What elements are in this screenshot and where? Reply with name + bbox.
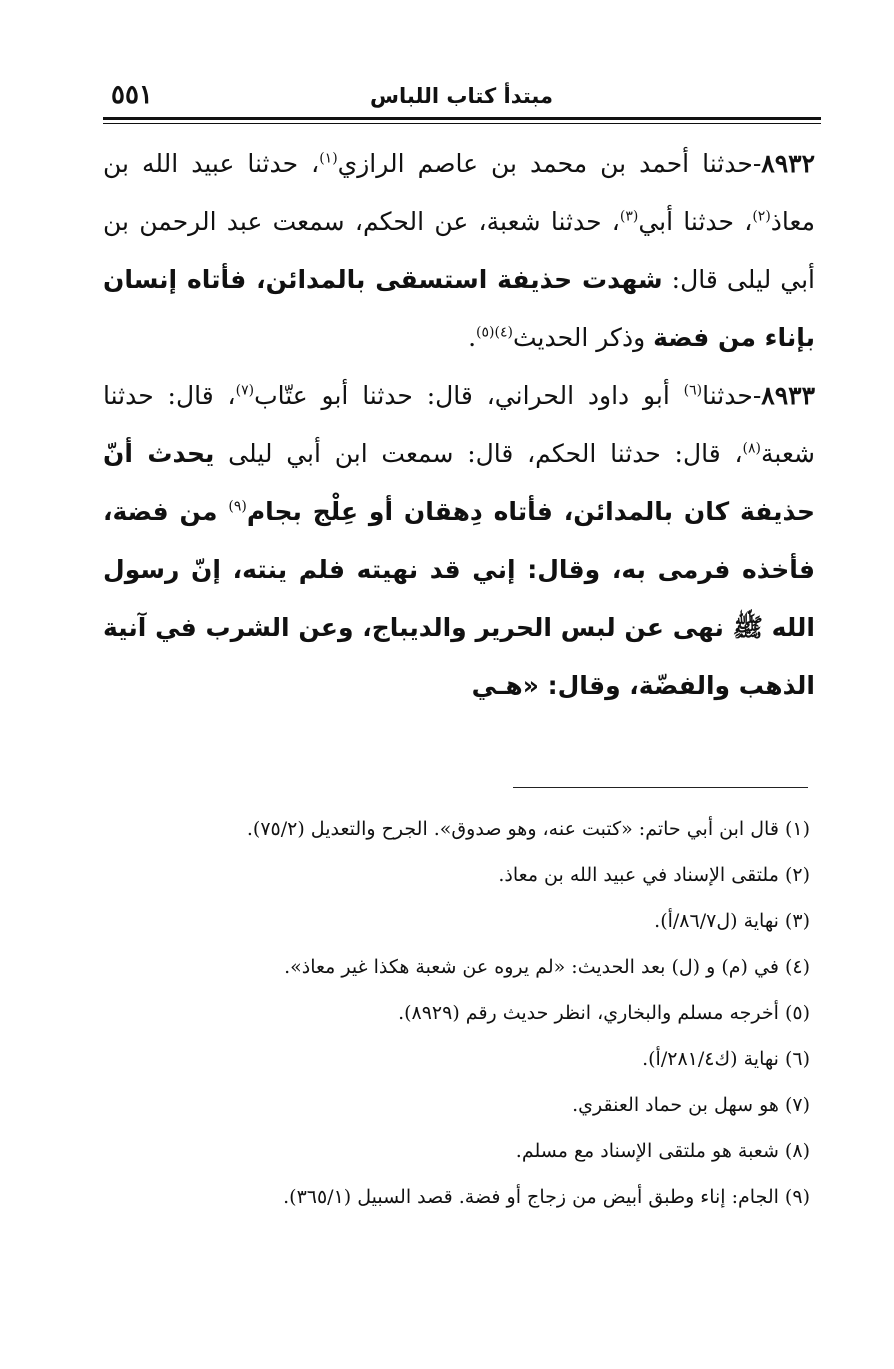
footnote-ref: (٣): [619, 208, 639, 225]
main-text: [103, 135, 815, 715]
page-header: [103, 78, 820, 118]
footnote-ref: (٤)(٥): [476, 324, 513, 341]
footnote: (٧) هو سهل بن حماد العنقري.: [572, 1094, 810, 1116]
page-number: ٥٥١: [111, 80, 153, 110]
footnote: (٤) في (م) و (ل) بعد الحديث: «لم يروه عن شعبة هكذا غير معاذ».: [284, 956, 810, 978]
text-run: ، حدثنا شعبة، عن الحكم، سمعت عبد الرحمن بن أبي ليلى قال:: [103, 207, 815, 294]
footnote-separator: [513, 787, 808, 788]
footnotes: [150, 806, 810, 1220]
footnote: (٢) ملتقى الإسناد في عبيد الله بن معاذ.: [498, 864, 810, 886]
hadith-8932: [103, 135, 815, 367]
hadith-number: ٨٩٣٢: [761, 149, 815, 178]
footnote: (٣) نهاية (ل٨٦/٧/أ).: [654, 910, 810, 932]
footnote-ref: (٧): [235, 382, 255, 399]
footnote-ref: (٩): [228, 498, 247, 515]
footnote: (٦) نهاية (ك٢٨١/٤/أ).: [642, 1048, 810, 1070]
hadith-matn: من فضة، فأخذه فرمى به، وقال: إني قد نهيته فلم ينته، إنّ رسول الله ﷺ نهى عن لبس الحرير والديباج، وعن الشرب في آنية الذهب والفضّة، وقال: «هـي: [103, 497, 815, 700]
text-run: -حدثنا أحمد بن محمد بن عاصم الرازي: [337, 149, 762, 178]
header-rule-thick: [103, 117, 821, 120]
running-title: مبتدأ كتاب اللباس: [370, 84, 553, 108]
text-run: أبو داود الحراني، قال: حدثنا أبو عتّاب: [254, 381, 684, 410]
header-rule-thin: [103, 123, 821, 124]
text-run: ، قال: حدثنا الحكم، قال: سمعت ابن أبي ليلى: [214, 439, 743, 468]
hadith-matn: شهدت حذيفة استسقى بالمدائن، فأتاه إنسان بإناء من فضة: [103, 265, 815, 352]
footnote-ref: (٨): [742, 440, 762, 457]
hadith-number: ٨٩٣٣: [761, 381, 815, 410]
text-run: وذكر الحديث: [512, 323, 654, 352]
text-run: ، حدثنا أبي: [638, 207, 753, 236]
text-run: ، قال: حدثنا شعبة: [103, 381, 815, 468]
footnote-ref: (١): [319, 150, 338, 167]
hadith-matn: يحدث أنّ حذيفة كان بالمدائن، فأتاه دِهقان أو عِلْج بجام: [103, 439, 816, 526]
footnote: (٨) شعبة هو ملتقى الإسناد مع مسلم.: [515, 1140, 810, 1162]
text-run: -حدثنا: [702, 381, 762, 410]
hadith-8933: [103, 367, 815, 715]
footnote: (٩) الجام: إناء وطبق أبيض من زجاج أو فضة. قصد السبيل (٣٦٥/١).: [283, 1186, 810, 1208]
footnote-ref: (٦): [683, 382, 703, 399]
footnote-ref: (٢): [752, 208, 771, 225]
footnote: (١) قال ابن أبي حاتم: «كتبت عنه، وهو صدوق». الجرح والتعديل (٧٥/٢).: [246, 818, 810, 840]
text-run: .: [468, 323, 477, 352]
footnote: (٥) أخرجه مسلم والبخاري، انظر حديث رقم (٨٩٢٩).: [398, 1002, 810, 1024]
text-run: ، حدثنا عبيد الله بن معاذ: [103, 149, 815, 236]
